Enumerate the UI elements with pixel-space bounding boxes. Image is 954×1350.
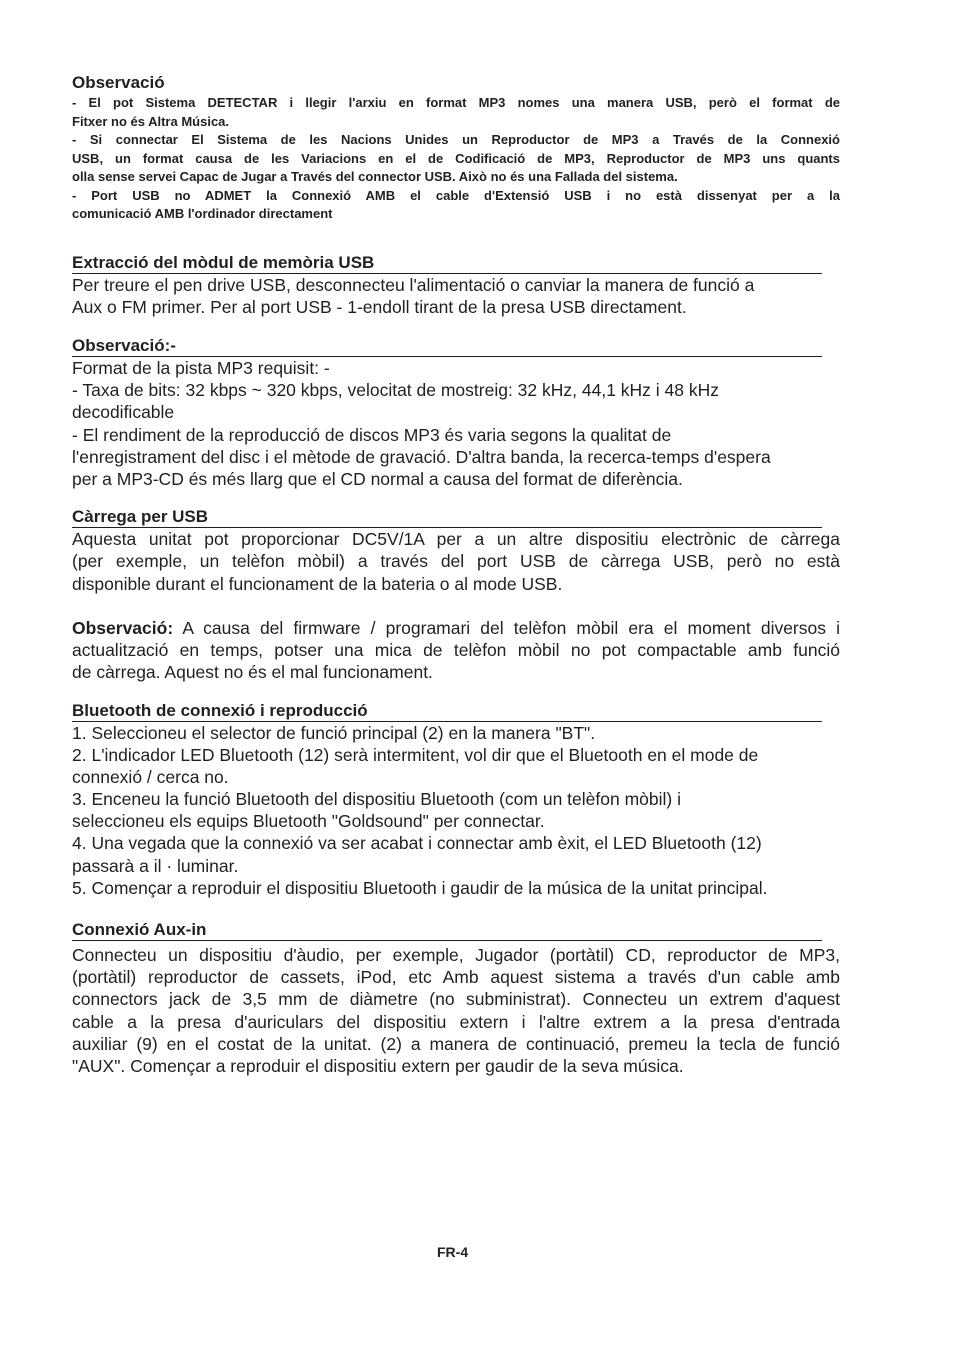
note-text: A causa del firmware / programari del telèfon mòbil era el moment diversos i: [182, 618, 840, 638]
mp3-format-heading: Observació:-: [72, 336, 822, 357]
bluetooth-step-line: passarà a il · luminar.: [72, 855, 239, 876]
notice-line: comunicació AMB l'ordinador directament: [72, 206, 333, 221]
mp3-format-line: - Taxa de bits: 32 kbps ~ 320 kbps, velocitat de mostreig: 32 kHz, 44,1 kHz i 48 kHz: [72, 380, 720, 401]
bluetooth-steps: [72, 722, 840, 899]
bluetooth-step-line: 5. Començar a reproduir el dispositiu Bluetooth i gaudir de la música de la unitat principal.: [72, 877, 768, 898]
mp3-format-paragraph: [72, 357, 840, 490]
bluetooth-step-line: 1. Seleccioneu el selector de funció principal (2) en la manera "BT".: [72, 723, 596, 743]
extraction-heading: Extracció del mòdul de memòria USB: [72, 253, 822, 274]
aux-in-line: "AUX". Començar a reproduir el dispositiu extern per gaudir de la seva música.: [72, 1056, 684, 1077]
mp3-format-line: per a MP3-CD és més llarg que el CD normal a causa del format de diferència.: [72, 469, 683, 490]
usb-charging-note-line: actualització en temps, potser una mica de telèfon mòbil no pot compactable amb funció: [72, 640, 840, 660]
notice-line: - Port USB no ADMET la Connexió AMB el cable d'Extensió USB i no està dissenyat per a la: [72, 187, 840, 203]
usb-charging-line: Aquesta unitat pot proporcionar DC5V/1A per a un altre dispositiu electrònic de càrrega: [72, 529, 840, 549]
aux-in-line: (portàtil) reproductor de cassets, iPod, etc Amb aquest sistema a través d'un cable amb: [72, 967, 840, 988]
mp3-format-line: Format de la pista MP3 requisit: -: [72, 358, 330, 378]
usb-charging-line: (per exemple, un telèfon mòbil) a través del port USB de càrrega USB, però no està: [72, 551, 840, 572]
bluetooth-step-line: seleccioneu els equips Bluetooth "Goldsound" per connectar.: [72, 811, 545, 832]
usb-charging-heading: Càrrega per USB: [72, 507, 822, 528]
notice-line: - Si connectar El Sistema de les Nacions Unides un Reproductor de MP3 a Través de la Connexió: [72, 132, 840, 147]
bluetooth-step-line: connexió / cerca no.: [72, 767, 229, 788]
bluetooth-step-line: 3. Enceneu la funció Bluetooth del dispositiu Bluetooth (com un telèfon mòbil) i: [72, 789, 681, 810]
mp3-format-line: decodificable: [72, 402, 175, 423]
aux-in-paragraph: [72, 944, 840, 1077]
usb-charging-note: [72, 617, 840, 683]
extraction-line: Aux o FM primer. Per al port USB - 1-endoll tirant de la presa USB directament.: [72, 297, 687, 317]
usb-charging-note-line: de càrrega. Aquest no és el mal funcionament.: [72, 662, 433, 682]
notice-heading: Observació: [72, 73, 165, 92]
aux-in-line: Connecteu un dispositiu d'àudio, per exemple, Jugador (portàtil) CD, reproductor de MP3,: [72, 945, 840, 965]
notice-line: Fitxer no és Altra Música.: [72, 113, 230, 129]
usb-charging-note-line: [72, 617, 840, 639]
notice-line: USB, un format causa de les Variacions en el de Codificació de MP3, Reproductor de MP3 uns quants: [72, 150, 840, 166]
mp3-format-line: - El rendiment de la reproducció de discos MP3 és varia segons la qualitat de: [72, 424, 672, 445]
bluetooth-step-line: 4. Una vegada que la connexió va ser acabat i connectar amb èxit, el LED Bluetooth (12): [72, 833, 762, 854]
aux-in-line: connectors jack de 3,5 mm de diàmetre (no subministrat). Connecteu un extrem d'aquest: [72, 989, 840, 1010]
page-number: FR-4: [437, 1244, 469, 1260]
usb-charging-line: disponible durant el funcionament de la bateria o al mode USB.: [72, 573, 563, 594]
notice-line: olla sense servei Capac de Jugar a Través del connector USB. Això no és una Fallada del sistema.: [72, 169, 678, 184]
usb-charging-paragraph: [72, 528, 840, 595]
notice-line: - El pot Sistema DETECTAR i llegir l'arxiu en format MP3 nomes una manera USB, però el format de: [72, 95, 840, 110]
mp3-format-line: l'enregistrament del disc i el mètode de gravació. D'altra banda, la recerca-temps d'espera: [72, 446, 771, 467]
notice-paragraph: [72, 94, 840, 224]
aux-in-line: cable a la presa d'auriculars del dispositiu extern i l'altre extrem a la presa d'entrada: [72, 1011, 840, 1032]
note-label: Observació:: [72, 618, 174, 638]
extraction-line: Per treure el pen drive USB, desconnecteu l'alimentació o canviar la manera de funció a: [72, 275, 755, 295]
bluetooth-heading: Bluetooth de connexió i reproducció: [72, 701, 822, 722]
extraction-paragraph: [72, 274, 840, 318]
bluetooth-step-line: 2. L'indicador LED Bluetooth (12) serà intermitent, vol dir que el Bluetooth en el mode de: [72, 745, 759, 766]
aux-in-heading: Connexió Aux-in: [72, 920, 822, 941]
aux-in-line: auxiliar (9) en el costat de la unitat. (2) a manera de continuació, premeu la tecla de funció: [72, 1033, 840, 1054]
